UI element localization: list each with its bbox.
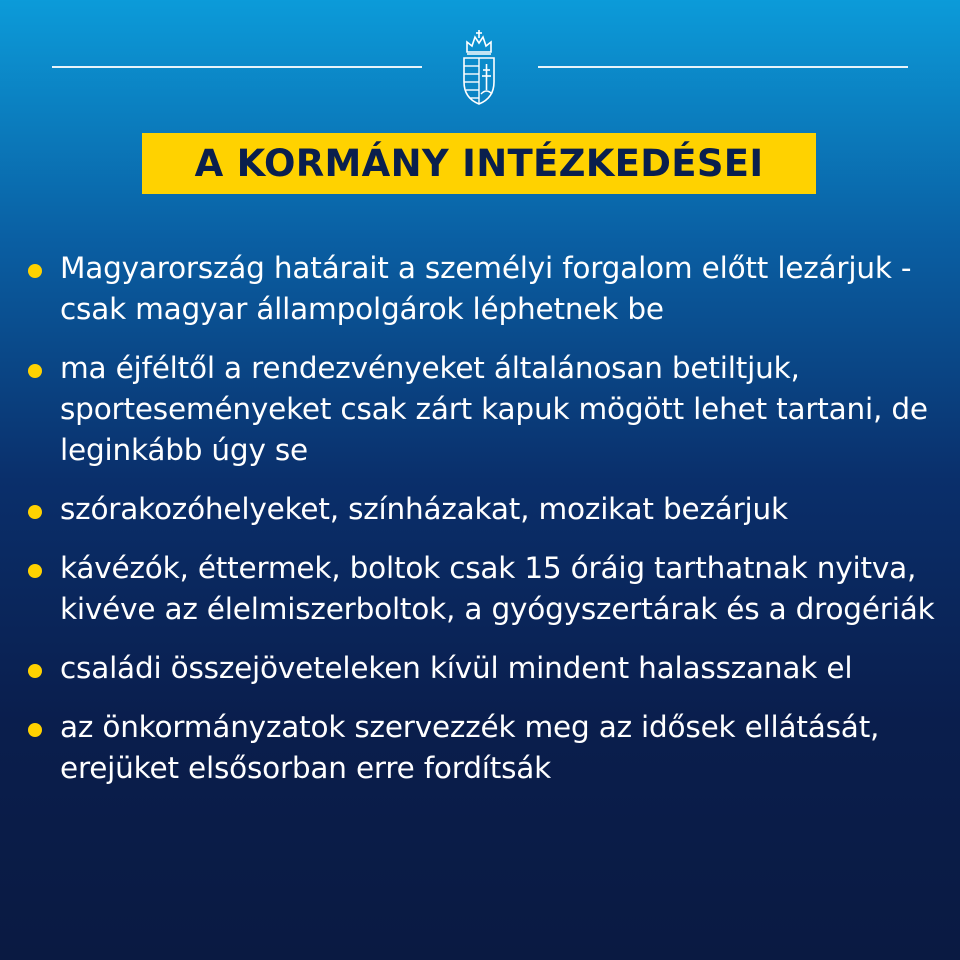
bullet-dot-icon xyxy=(28,264,42,278)
bullet-dot-icon xyxy=(28,364,42,378)
list-item xyxy=(28,648,940,689)
bullet-dot-icon xyxy=(28,664,42,678)
title-banner xyxy=(142,133,816,194)
measures-list xyxy=(28,248,940,807)
list-item-text: családi összejöveteleken kívül mindent halasszanak el xyxy=(60,651,853,685)
list-item xyxy=(28,248,940,330)
bullet-dot-icon xyxy=(28,564,42,578)
list-item-text: kávézók, éttermek, boltok csak 15 óráig tarthatnak nyitva, kivéve az élelmiszerboltok, a gyógyszertárak és a drogériák xyxy=(60,551,935,626)
list-item xyxy=(28,348,940,471)
bullet-dot-icon xyxy=(28,505,42,519)
coat-of-arms-icon xyxy=(461,28,497,106)
header-divider-right xyxy=(538,66,908,68)
list-item-text: az önkormányzatok szervezzék meg az idősek ellátását, erejüket elsősorban erre fordítsák xyxy=(60,710,880,785)
header-divider-left xyxy=(52,66,422,68)
bullet-dot-icon xyxy=(28,723,42,737)
list-item-text: ma éjféltől a rendezvényeket általánosan betiltjuk, sporteseményeket csak zárt kapuk mögött lehet tartani, de leginkább úgy se xyxy=(60,351,928,467)
list-item xyxy=(28,707,940,789)
list-item-text: szórakozóhelyeket, színházakat, mozikat bezárjuk xyxy=(60,492,788,526)
page-title: A KORMÁNY INTÉZKEDÉSEI xyxy=(194,142,764,185)
list-item xyxy=(28,489,940,530)
list-item-text: Magyarország határait a személyi forgalom előtt lezárjuk - csak magyar állampolgárok léphetnek be xyxy=(60,251,912,326)
list-item xyxy=(28,548,940,630)
